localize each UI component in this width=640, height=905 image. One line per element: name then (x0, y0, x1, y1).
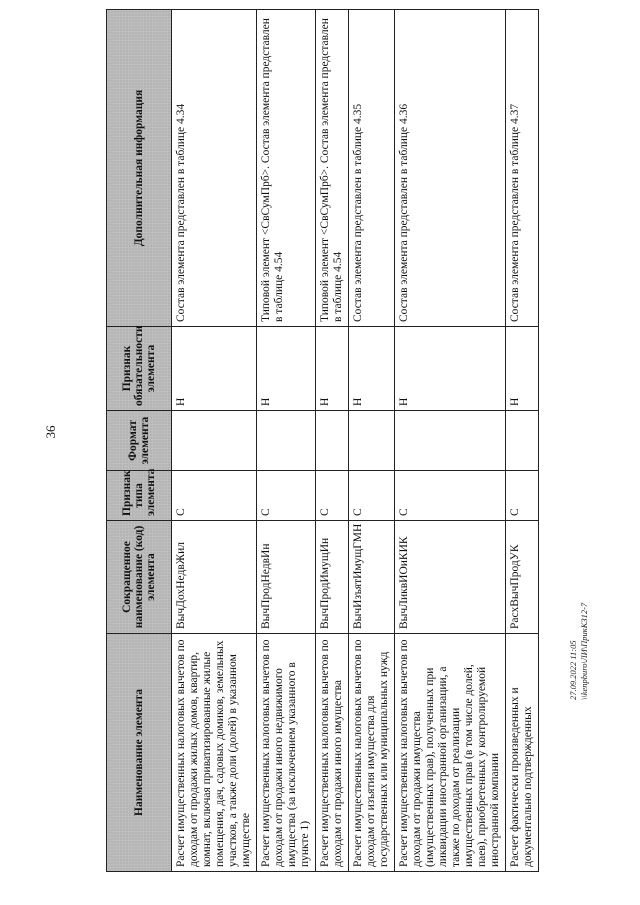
elements-table (106, 9, 539, 872)
cell-required: Н (395, 327, 506, 411)
cell-format (316, 411, 349, 471)
header-element-type: Признак типа элемента (107, 471, 172, 521)
cell-name: Расчет имущественных налоговых вычетов по доходам от продажи иного недвижимого имущества (за исключением указанного в пункте 1) (257, 634, 316, 872)
table-row (349, 10, 395, 872)
cell-format (506, 411, 539, 471)
cell-required: Н (257, 327, 316, 411)
cell-name: Расчет имущественных налоговых вычетов по доходам от изъятия имущества для государственных или муниципальных нужд (349, 634, 395, 872)
header-additional-info: Дополнительная информация (107, 10, 172, 327)
footer-date: 27.09.2022 11:05 (568, 640, 578, 700)
footer-path: \\kenpburo\ЛИ\ПрикКЗ12-7 (579, 602, 589, 700)
table-header-row (107, 10, 172, 872)
document-footer (568, 500, 590, 700)
header-element-code: Сокращенное наименование (код) элемента (107, 521, 172, 634)
cell-name: Расчет имущественных налоговых вычетов по доходам от продажи имущества (имущественных прав), полученных при ликвидации иностранной организации, а также по доходам от реализации имущественных прав (в том числе долей, паев), приобретенных у контролируемой иностранной компании (395, 634, 506, 872)
cell-code: ВычПродИмущИн (316, 521, 349, 634)
cell-info: Типовой элемент <СвСумПрб>. Состав элемента представлен в таблице 4.54 (316, 10, 349, 327)
cell-type: С (172, 471, 257, 521)
cell-code: ВычЛиквИОиКИК (395, 521, 506, 634)
cell-code: ВычДохНедвЖил (172, 521, 257, 634)
cell-required: Н (349, 327, 395, 411)
cell-type: С (506, 471, 539, 521)
cell-code: РасхВычПродУК (506, 521, 539, 634)
cell-info: Состав элемента представлен в таблице 4.36 (395, 10, 506, 327)
cell-required: Н (172, 327, 257, 411)
header-element-format: Формат элемента (107, 411, 172, 471)
cell-type: С (349, 471, 395, 521)
cell-info: Состав элемента представлен в таблице 4.37 (506, 10, 539, 327)
cell-name: Расчет имущественных налоговых вычетов по доходам от продажи иного имущества (316, 634, 349, 872)
cell-type: С (257, 471, 316, 521)
rotated-document-table (106, 10, 586, 872)
cell-code: ВычИзъятИмущГМН (349, 521, 395, 634)
table-row (506, 10, 539, 872)
cell-format (172, 411, 257, 471)
cell-name: Расчет фактически произведенных и документально подтвержденных (506, 634, 539, 872)
table-row (316, 10, 349, 872)
cell-format (257, 411, 316, 471)
cell-type: С (395, 471, 506, 521)
cell-name: Расчет имущественных налоговых вычетов по доходам от продажи жилых домов, квартир, комнат, включая приватизированные жилые помещения, дач, садовых домиков, земельных участков, а также доли (долей) в указанном имуществе (172, 634, 257, 872)
cell-format (349, 411, 395, 471)
cell-code: ВычПродНедвИн (257, 521, 316, 634)
cell-info: Состав элемента представлен в таблице 4.34 (172, 10, 257, 327)
table-row (395, 10, 506, 872)
table-row (172, 10, 257, 872)
cell-type: С (316, 471, 349, 521)
cell-required: Н (316, 327, 349, 411)
cell-info: Состав элемента представлен в таблице 4.35 (349, 10, 395, 327)
cell-format (395, 411, 506, 471)
cell-info: Типовой элемент <СвСумПрб>. Состав элемента представлен в таблице 4.54 (257, 10, 316, 327)
cell-required: Н (506, 327, 539, 411)
table-row (257, 10, 316, 872)
header-element-name: Наименование элемента (107, 634, 172, 872)
page-number: 36 (43, 425, 58, 439)
header-element-required: Признак обязательности элемента (107, 327, 172, 411)
